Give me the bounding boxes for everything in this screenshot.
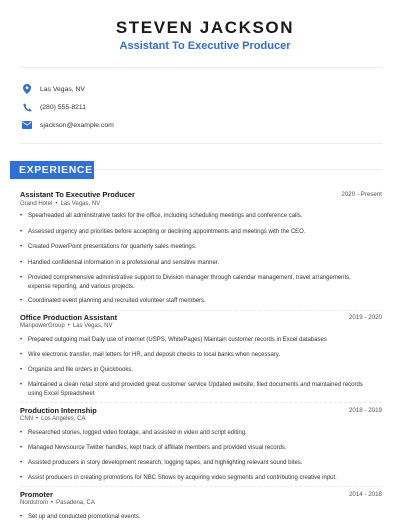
job-title: Office Production Assistant: [20, 313, 118, 322]
list-item: • Assessed urgency and priorities before accepting or declining appointments and meetings with the CEO.: [20, 229, 306, 235]
phone-text: (280) 555-8211: [40, 103, 86, 111]
job-company-line: CNN • Los Angeles, CA: [20, 416, 86, 422]
list-item: • Handled confidential information in a professional and sensitive manner.: [20, 260, 220, 266]
company-location: Las Vegas, NV: [60, 201, 101, 207]
location-pin-icon: [22, 84, 32, 94]
job-separator: [20, 486, 382, 487]
contact-divider: [20, 143, 382, 144]
company-name: ManpowerGroup: [20, 323, 65, 329]
job-dates: 2020 - Present: [341, 191, 382, 198]
list-item: • Wire electronic transfer, mail letters for HR, and deposit checks to local banks when necessary.: [20, 352, 280, 358]
job-title: Assistant To Executive Producer: [20, 190, 135, 199]
phone-icon: [22, 102, 32, 112]
job-separator: [20, 402, 382, 403]
contact-email: [22, 118, 114, 132]
location-text: Las Vegas, NV: [40, 85, 85, 93]
job-company-line: Nordstrom • Pasadena, CA: [20, 500, 95, 506]
job-separator: [20, 310, 382, 311]
company-location: Los Angeles, CA: [41, 416, 86, 422]
list-item: • Coordinated event planning and recruited volunteer staff members.: [20, 298, 206, 304]
company-name: CNN: [20, 416, 33, 422]
list-item: • Created PowerPoint presentations for quarterly sales meetings.: [20, 244, 197, 250]
list-item: • Provided comprehensive administrative support to Division manager through calendar management, travel arrangements,: [20, 275, 351, 281]
resume-name: STEVEN JACKSON: [115, 18, 295, 37]
list-item: • Maintained a clean retail store and provided great customer service Updated website, filed documents and maintained records: [20, 382, 363, 388]
header-divider: [20, 67, 382, 68]
job-dates: 2018 - 2019: [348, 407, 382, 414]
job-dates: 2019 - 2020: [348, 314, 382, 321]
section-rule: [94, 169, 382, 170]
list-item: • Set up and conducted promotional events.: [20, 514, 141, 520]
company-name: Grand Hotel: [20, 201, 53, 207]
contact-location: [22, 82, 85, 96]
list-item: • Prepared outgoing mail Daily use of internet (USPS, WhitePages) Maintain customer records in Excel databases: [20, 337, 327, 343]
list-item-continuation: using Excel Spreadsheet: [28, 391, 95, 397]
job-title: Promoter: [20, 490, 53, 499]
email-text: sjackson@example.com: [40, 121, 114, 129]
job-dates: 2014 - 2018: [348, 491, 382, 498]
job-title: Production Internship: [20, 406, 97, 415]
job-company-line: Grand Hotel • Las Vegas, NV: [20, 201, 101, 207]
resume-job-title: Assistant To Executive Producer: [119, 40, 291, 52]
contact-phone: [22, 100, 86, 114]
list-item: • Assisted producers in story development research, logging tapes, and highlighting relevant sound bites.: [20, 460, 303, 466]
experience-section-header: EXPERIENCE: [10, 161, 94, 179]
company-location: Pasadena, CA: [56, 500, 95, 506]
list-item-continuation: expense reporting, and various projects.: [28, 284, 135, 290]
list-item: • Managed Newsource Twitter handles, kept track of affiliate members and provided visual records.: [20, 445, 287, 451]
list-item: • Researched stories, logged video footage, and assisted in video and script editing.: [20, 430, 247, 436]
list-item: • Organize and file orders in Quickbooks.: [20, 367, 134, 373]
list-item: • Assist producers in creating promotions for NBC Shows by acquiring video segments and contributing creative input.: [20, 475, 337, 481]
company-location: Las Vegas, NV: [72, 323, 113, 329]
list-item: • Spearheaded all administrative tasks for the office, including scheduling meetings and conference calls.: [20, 213, 303, 219]
company-name: Nordstrom: [20, 500, 49, 506]
envelope-icon: [22, 120, 32, 130]
job-company-line: ManpowerGroup • Las Vegas, NV: [20, 323, 113, 329]
